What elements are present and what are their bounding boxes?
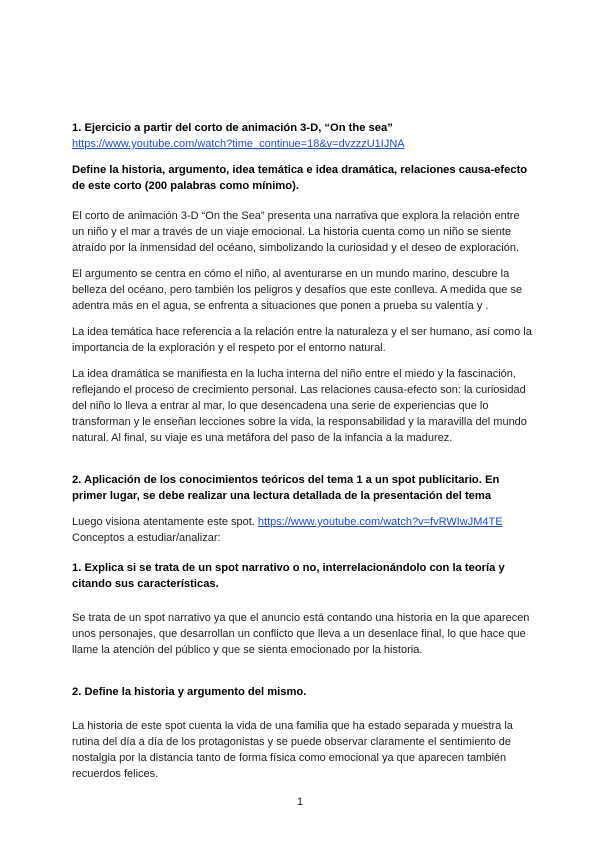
question-2-title: 2. Define la historia y argumento del mismo. <box>72 686 307 698</box>
section-2-title: 2. Aplicación de los conocimientos teóricos del tema 1 a un spot publicitario. En primer lugar, se debe realizar una lectura detallada de la presentación del tema <box>72 474 500 502</box>
video-link-on-the-sea[interactable]: https://www.youtube.com/watch?time_continue=18&v=dvzzzU1IJNA <box>72 138 405 150</box>
section-1-paragraph-4: La idea dramática se manifiesta en la lucha interna del niño entre el miedo y la fascinación, reflejando el proceso de crecimiento personal. Las relaciones causa-efecto son: la curiosidad del niño lo lleva a entrar al mar, lo que desencadena una serie de experiencias que lo transforman y le enseñan lecciones sobre la vida, la responsabilidad y la maravilla del mundo natural. Al final, su viaje es una metáfora del paso de la infancia a la madurez. <box>72 368 527 444</box>
section-1-paragraph-2: El argumento se centra en cómo el niño, al aventurarse en un mundo marino, descubre la belleza del océano, pero también los peligros y desafíos que este conlleva. A medida que se adentra más en el agua, se enfrenta a situaciones que ponen a prueba su valentía y . <box>72 268 523 312</box>
section-2-concepts: Conceptos a estudiar/analizar: <box>72 532 221 544</box>
question-1-answer: Se trata de un spot narrativo ya que el anuncio está contando una historia en la que aparecen unos personajes, que desarrollan un conflicto que lleva a un desenlace final, lo que hace que llame la atención del público y que se sienta emocionado por la historia. <box>72 612 530 656</box>
document-body <box>72 120 532 782</box>
section-1-paragraph-1: El corto de animación 3-D “On the Sea” presenta una narrativa que explora la relación entre un niño y el mar a través de un viaje emocional. La historia cuenta como un niño se siente atraído por la inmensidad del océano, simbolizando la curiosidad y el deseo de exploración. <box>72 210 520 254</box>
section-1-paragraph-3: La idea temática hace referencia a la relación entre la naturaleza y el ser humano, así como la importancia de la exploración y el respeto por el entorno natural. <box>72 326 532 354</box>
question-2-answer: La historia de este spot cuenta la vida de una familia que ha estado separada y muestra la rutina del día a día de los protagonistas y se puede observar claramente el sentimiento de nostalgia por la distancia tanto de forma física como emocional ya que aparecen también recuerdos felices. <box>72 720 513 780</box>
page-number: 1 <box>296 796 304 808</box>
section-2-intro: Luego visiona atentamente este spot. <box>72 516 258 528</box>
section-1-title: 1. Ejercicio a partir del corto de animación 3-D, “On the sea” <box>72 122 393 134</box>
section-2-intro-line <box>72 514 532 530</box>
section-1-question: Define la historia, argumento, idea temática e idea dramática, relaciones causa-efecto de este corto (200 palabras como mínimo). <box>72 164 528 192</box>
question-1-title: 1. Explica si se trata de un spot narrativo o no, interrelacionándolo con la teoría y citando sus características. <box>72 562 505 590</box>
video-link-spot[interactable]: https://www.youtube.com/watch?v=fvRWIwJM4TE <box>257 516 503 528</box>
